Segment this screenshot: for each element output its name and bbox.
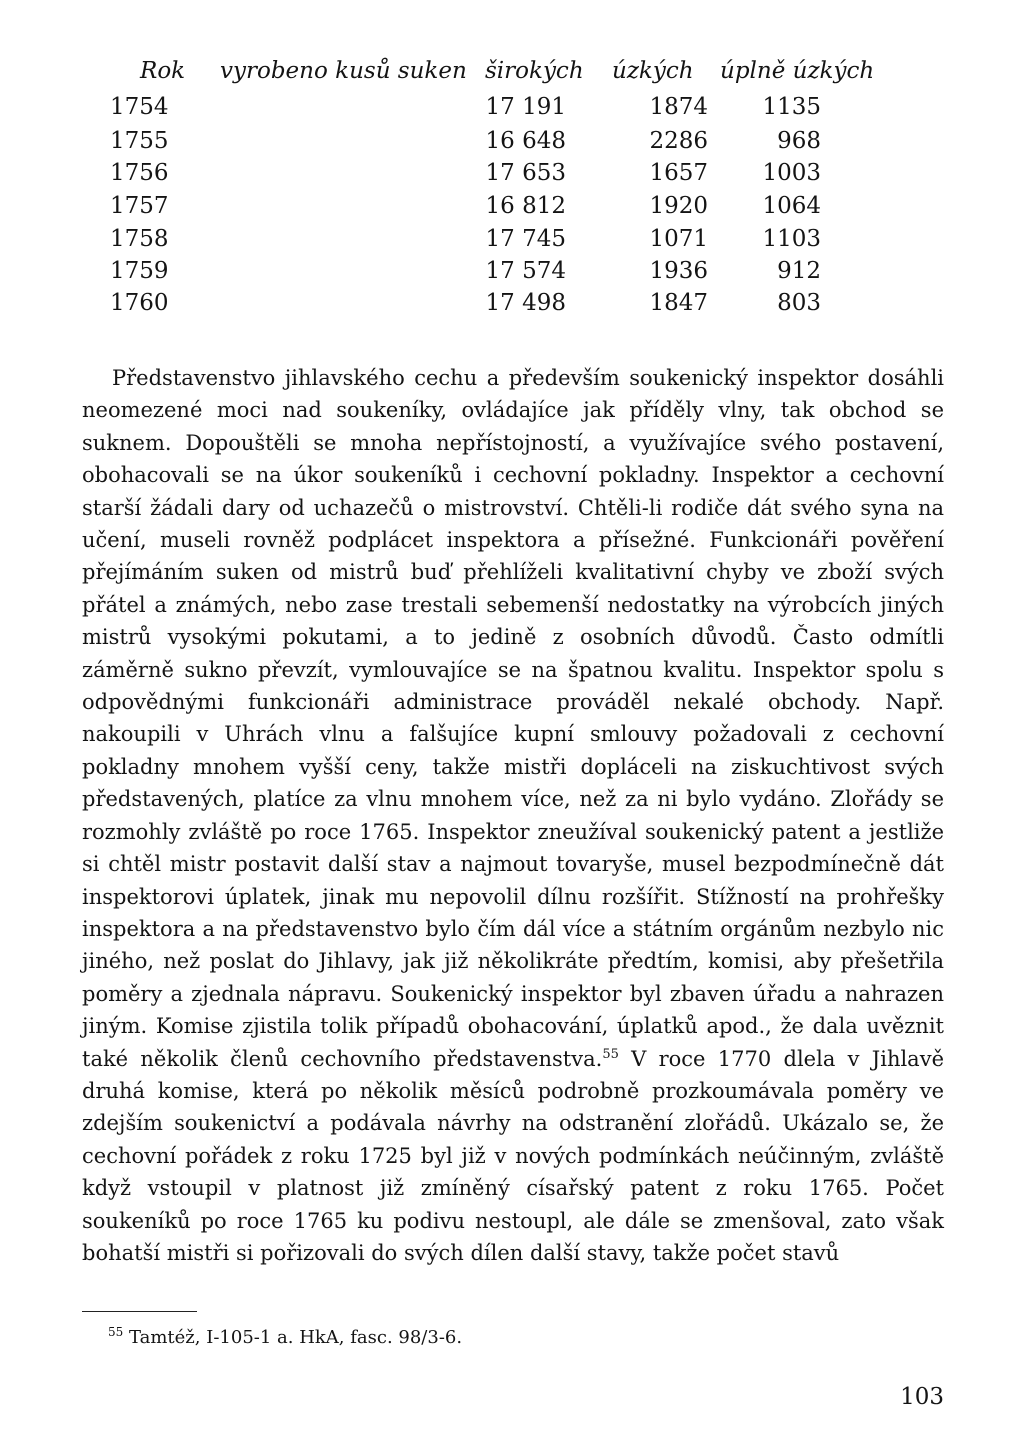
table-cell: 16 648 bbox=[485, 128, 566, 154]
table-cell: 1135 bbox=[762, 94, 821, 120]
footnote-divider bbox=[82, 1311, 197, 1312]
header-year: Rok bbox=[140, 58, 186, 84]
table-cell: 1003 bbox=[762, 160, 821, 186]
table-cell: 1757 bbox=[110, 193, 169, 219]
table-cell: 1755 bbox=[110, 128, 169, 154]
body-text-b: V roce 1770 dlela v Jihlavě druhá komise, která po několik měsíců podrobně prozkoumávala poměry ve zdejším soukenictví a podávala návrhy na odstranění zlořádů. Ukázalo se, že cechovní pořádek z roku 1725 byl již v nových podmínkách neúčinným, zvláště když vstoupil v platnost již zmíněný císařský patent z roku 1765. Počet soukeníků po roce 1765 ku podivu nestoupl, ale dále se zmenšoval, zato však bohatší mistři si pořizovali do svých dílen další stavy, takže počet stavů bbox=[82, 1046, 944, 1265]
table-cell: 1071 bbox=[649, 226, 708, 252]
table-cell: 2286 bbox=[649, 128, 708, 154]
table-cell: 17 574 bbox=[485, 258, 566, 284]
footnote-number: 55 bbox=[108, 1325, 124, 1339]
table-cell: 1657 bbox=[649, 160, 708, 186]
table-cell: 1874 bbox=[649, 94, 708, 120]
header-narrow: úzkých bbox=[612, 58, 694, 84]
body-text-a: Představenstvo jihlavského cechu a především soukenický inspektor dosáhli neomezené moci nad soukeníky, ovládajíce jak příděly vlny, tak obchod se suknem. Dopouštěli se mnoha nepřístojností, a využívajíce svého postavení, obohacovali se na úkor soukeníků i cechovní pokladny. Inspektor a cechovní starší žádali dary od uchazečů o mistrovství. Chtěli-li rodiče dát svého syna na učení, museli rovněž podplácet inspektora a přísežné. Funkcionáři pověření přejímáním suken od mistrů buď přehlíželi kvalitativní chyby ve zboží svých přátel a známých, nebo zase trestali sebemenší nedostatky na výrobcích jiných mistrů vysokými pokutami, a to jedině z osobních důvodů. Často odmítli záměrně sukno převzít, vymlouvajíce se na špatnou kvalitu. Inspektor spolu s odpovědnými funkcionáři administrace prováděl nekalé obchody. Např. nakoupili v Uhrách vlnu a falšujíce kupní smlouvy požadovali z cechovní pokladny mnohem vyšší ceny, takže mistři dopláceli na ziskuchtivost svých představených, platíce za vlnu mnohem více, než za ni bylo vydáno. Zlořády se rozmohly zvláště po roce 1765. Inspektor zneužíval soukenický patent a jestliže si chtěl mistr postavit další stav a najmout tovaryše, musel bezpodmínečně dát inspektorovi úplatek, jinak mu nepovolil dílnu rozšířit. Stížností na prohřešky inspektora a na představenstvo bylo čím dál více a státním orgánům nezbylo nic jiného, než poslat do Jihlavy, jak již několikráte předtím, komisi, aby přešetřila poměry a zjednala nápravu. Soukenický inspektor byl zbaven úřadu a nahrazen jiným. Komise zjistila tolik případů obohacování, úplatků apod., že dala uvěznit také několik členů cechovního představenstva. bbox=[82, 366, 944, 1071]
table-cell: 1754 bbox=[110, 94, 169, 120]
table-cell: 1103 bbox=[762, 226, 821, 252]
table-cell: 1936 bbox=[649, 258, 708, 284]
footnote-text: Tamtéž, I-105-1 a. HkA, fasc. 98/3-6. bbox=[123, 1327, 463, 1348]
table-cell: 803 bbox=[777, 290, 821, 316]
table-cell: 912 bbox=[777, 258, 821, 284]
table-cell: 1920 bbox=[649, 193, 708, 219]
table-cell: 17 191 bbox=[485, 94, 566, 120]
table-cell: 1758 bbox=[110, 226, 169, 252]
page-number: 103 bbox=[900, 1384, 944, 1410]
header-fully-narrow: úplně úzkých bbox=[720, 58, 875, 84]
body-paragraph bbox=[82, 362, 944, 1269]
table-cell: 17 745 bbox=[485, 226, 566, 252]
footnote bbox=[108, 1325, 462, 1348]
table-cell: 1760 bbox=[110, 290, 169, 316]
table-cell: 1064 bbox=[762, 193, 821, 219]
header-wide: širokých bbox=[485, 58, 584, 84]
table-cell: 1759 bbox=[110, 258, 169, 284]
table-cell: 16 812 bbox=[485, 193, 566, 219]
header-produced: vyrobeno kusů suken bbox=[220, 58, 467, 84]
table-cell: 17 498 bbox=[485, 290, 566, 316]
table-cell: 1756 bbox=[110, 160, 169, 186]
footnote-reference: 55 bbox=[602, 1046, 619, 1062]
table-cell: 1847 bbox=[649, 290, 708, 316]
table-cell: 968 bbox=[777, 128, 821, 154]
table-cell: 17 653 bbox=[485, 160, 566, 186]
